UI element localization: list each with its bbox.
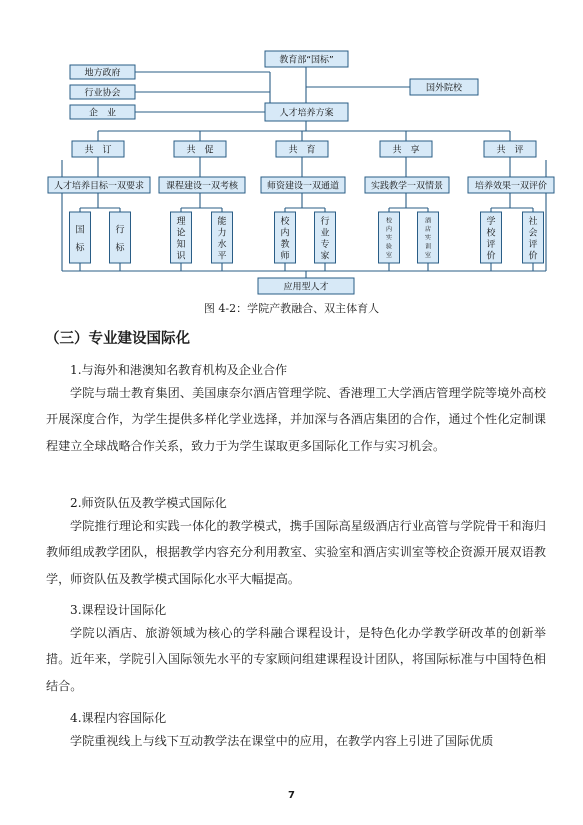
block-title-1: 1.与海外和港澳知名教育机构及企业合作 [70, 363, 288, 377]
outcome-2-label: 师资建设一双通道 [266, 181, 340, 192]
outcome-1-label: 课程建设一双考核 [165, 181, 239, 192]
outcome-3-label: 实践教学一双情景 [370, 181, 444, 192]
block-body-2: 学院推行理论和实践一体化的教学模式，携手国际高星级酒店行业高管与学院骨干和海归教师组成教学团队，根据教学内容充分利用教室、实验室和酒店实训室等校企资源开展双语教学，师资队伍及教学模式国际化水平大幅提高。 [46, 519, 546, 586]
pillar-3-label: 共 享 [392, 145, 420, 156]
center-box-label: 人才培养方案 [279, 108, 334, 119]
page-number: 7 [288, 790, 295, 801]
pillar-1-label: 共 促 [186, 145, 214, 156]
leaf-label-3-1: 酒店实训室 [424, 217, 432, 259]
pillar-0-label: 共 订 [84, 145, 112, 156]
leaf-label-2-0: 校内教师 [280, 217, 290, 262]
outcome-0-label: 人才培养目标一双要求 [53, 181, 145, 192]
block-title-4: 4.课程内容国际化 [70, 711, 167, 725]
left-input-2-label: 企 业 [88, 108, 117, 119]
leaf-label-4-0: 学校评价 [486, 217, 496, 262]
block-title-3: 3.课程设计国际化 [70, 603, 167, 617]
left-input-1-label: 行业协会 [84, 88, 121, 99]
left-input-0-label: 地方政府 [84, 68, 121, 79]
pillar-2-label: 共 育 [288, 145, 316, 156]
section-heading: （三）专业建设国际化 [45, 331, 190, 347]
leaf-label-1-0: 理论知识 [176, 217, 186, 262]
leaf-label-1-1: 能力水平 [217, 217, 227, 262]
figure-caption: 图 4-2：学院产教融合、双主体育人 [203, 302, 380, 315]
pillar-4-label: 共 评 [496, 145, 524, 156]
leaf-label-4-1: 社会评价 [528, 217, 538, 262]
block-title-2: 2.师资队伍及教学模式国际化 [70, 496, 227, 510]
block-body-4: 学院重视线上与线下互动教学法在课堂中的应用，在教学内容上引进了国际优质 [70, 734, 494, 748]
leaf-label-2-1: 行业专家 [320, 217, 330, 262]
outcome-4-label: 培养效果一双评价 [474, 181, 548, 192]
leaf-label-0-0: 国标 [75, 225, 85, 254]
block-body-1: 学院与瑞士教育集团、美国康奈尔酒店管理学院、香港理工大学酒店管理学院等境外高校开展深度合作，为学生提供多样化学业选择，并加深与各酒店集团的合作，通过个性化定制课程建立全球战略合作关系，致力于为学生谋取更多国际化工作与实习机会。 [46, 386, 546, 453]
leaf-label-0-1: 行标 [115, 225, 125, 254]
top-box-label: 教育部“国标” [279, 55, 334, 66]
block-body-3: 学院以酒店、旅游领域为核心的学科融合课程设计，是特色化办学教学研改革的创新举措。近年来，学院引入国际领先水平的专家顾问组建课程设计团队，将国际标准与中国特色相结合。 [46, 626, 546, 693]
right-input-label: 国外院校 [425, 83, 463, 94]
bottom-box-label: 应用型人才 [283, 282, 329, 293]
dual-subject-training-diagram [0, 0, 583, 300]
leaf-box-0-1 [110, 212, 131, 263]
leaf-box-0-0 [70, 212, 91, 263]
leaf-label-3-0: 校内实验室 [385, 217, 393, 259]
leaf-group [70, 212, 544, 263]
